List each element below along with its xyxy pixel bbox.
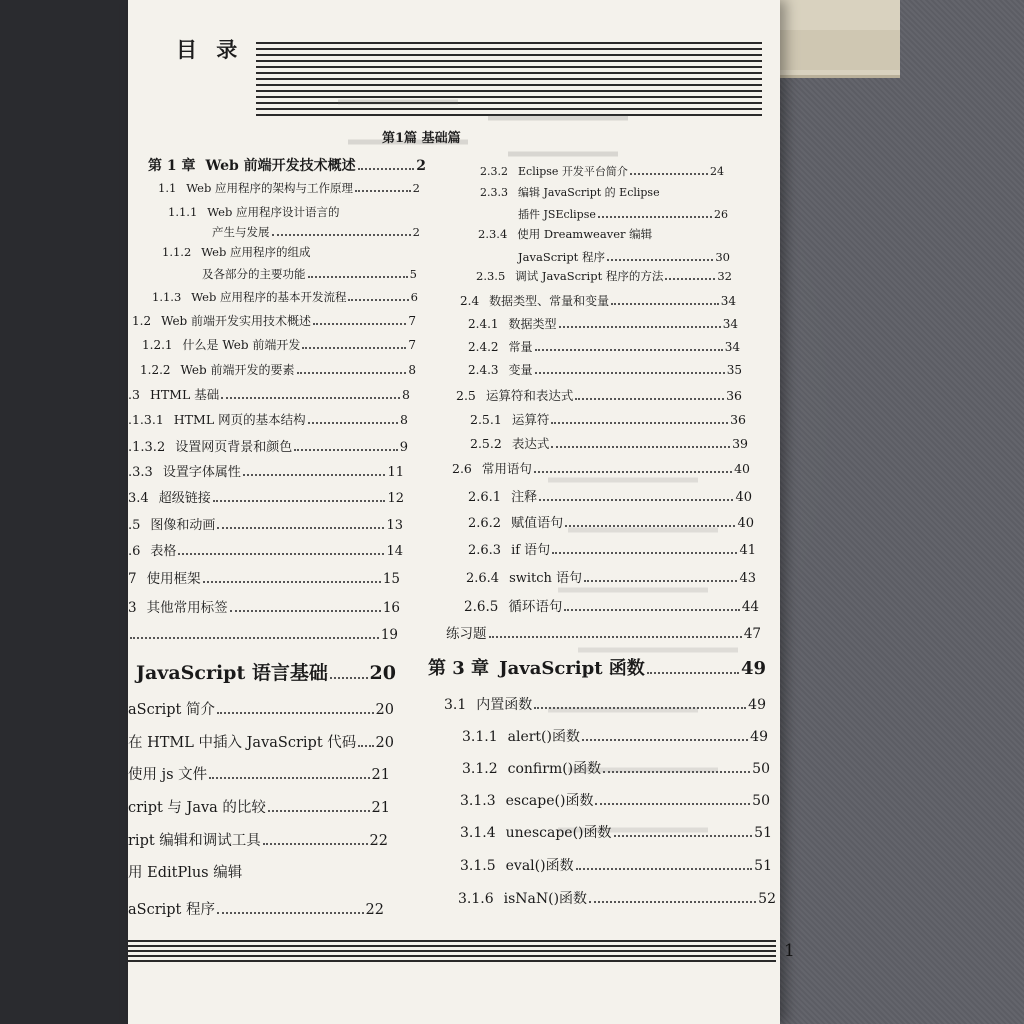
leader-dots — [630, 173, 708, 175]
left-toc-entry — [128, 861, 278, 882]
section-title: Web 应用程序的架构与工作原理 — [186, 181, 354, 195]
leader-dots — [230, 610, 381, 612]
section-title: ript 编辑和调试工具 — [128, 833, 261, 849]
section-number: 1.1 — [158, 181, 177, 195]
page-ref: 15 — [382, 571, 400, 587]
page-ref: 8 — [400, 412, 408, 427]
section-title: 设置网页背景和颜色 — [175, 440, 293, 455]
page-ref: 26 — [714, 208, 728, 221]
section-number: 1.2.2 — [140, 363, 171, 377]
section-title: Web 应用程序的基本开发流程 — [191, 290, 347, 304]
section-number: 2.5.2 — [470, 436, 502, 451]
page-ref: 49 — [740, 658, 766, 679]
page-ref: 20 — [369, 662, 396, 684]
section-title: 使用 js 文件 — [128, 767, 208, 783]
leader-dots — [294, 449, 397, 451]
leader-dots — [313, 323, 406, 325]
section-title: 变量 — [508, 363, 533, 377]
section-title: confirm()函数 — [507, 761, 602, 777]
section-title: unescape()函数 — [505, 825, 612, 841]
section-number: 7 — [128, 571, 137, 587]
section-title: aScript 程序 — [128, 902, 215, 918]
page-ref: 51 — [754, 858, 772, 874]
right-toc-entry — [466, 567, 756, 586]
page-ref: 30 — [715, 250, 730, 264]
page-ref: 8 — [408, 363, 416, 377]
section-title: 表格 — [150, 544, 177, 559]
page-ref: 9 — [399, 440, 408, 455]
section-number: 2.6 — [452, 461, 472, 476]
page-ref: 19 — [380, 627, 398, 643]
section-number: 3.1.2 — [462, 761, 498, 777]
section-title: 使用框架 — [146, 571, 201, 587]
leader-dots — [535, 372, 725, 374]
section-number: .5 — [128, 518, 141, 533]
leader-dots — [213, 500, 386, 502]
right-toc-entry — [460, 855, 772, 875]
section-title: Web 前端开发实用技术概述 — [161, 314, 312, 328]
section-number: 1.1.3 — [152, 290, 182, 304]
section-title: 编辑 JavaScript 的 Eclipse — [518, 186, 660, 199]
right-toc-entry — [456, 386, 742, 404]
right-toc-entry — [452, 459, 750, 477]
right-toc-entry — [462, 758, 770, 778]
section-number: 2.3.5 — [476, 269, 506, 283]
section-number: 1.1.1 — [168, 205, 198, 219]
section-title: alert()函数 — [507, 729, 580, 745]
section-title: 插件 JSEclipse — [518, 208, 596, 221]
leader-dots — [611, 303, 719, 305]
page-ref: 35 — [726, 363, 742, 377]
right-toc-entry — [470, 434, 748, 452]
leader-dots — [534, 471, 732, 473]
leader-dots — [539, 499, 733, 501]
leader-dots — [358, 745, 373, 747]
leader-dots — [551, 422, 728, 424]
leader-dots — [308, 422, 398, 424]
page-ref: 2 — [416, 158, 426, 174]
section-number: 3.1.6 — [458, 891, 494, 907]
section-title: 使用 Dreamweaver 编辑 — [517, 227, 653, 241]
leader-dots — [589, 901, 756, 903]
section-title: cript 与 Java 的比较 — [128, 800, 266, 816]
leader-dots — [178, 553, 384, 555]
left-toc-entry — [140, 361, 416, 378]
leader-dots — [534, 707, 746, 709]
page-ref: 13 — [386, 518, 403, 533]
page-ref: 7 — [408, 338, 416, 352]
section-title: 赋值语句 — [511, 516, 564, 531]
section-number: 2.6.4 — [466, 571, 500, 586]
leader-dots — [565, 525, 735, 527]
page-ref: 20 — [375, 735, 394, 751]
leader-dots — [576, 868, 753, 870]
right-toc-entry — [446, 622, 761, 642]
section-number: 3 — [128, 600, 137, 616]
left-toc-entry — [128, 763, 390, 784]
page-number: 1 — [784, 941, 795, 961]
left-toc-entry — [142, 336, 416, 353]
section-title: Web 应用程序的组成 — [201, 245, 311, 259]
section-number: 3.1.3 — [460, 793, 496, 809]
page-ref: 22 — [369, 833, 388, 849]
left-toc-entry — [128, 385, 410, 403]
page-ref: 34 — [724, 340, 740, 354]
right-toc-entry — [464, 595, 759, 615]
left-toc-entry — [148, 155, 426, 175]
section-title: JavaScript 程序 — [518, 250, 605, 264]
section-number: 3.1.1 — [462, 729, 498, 745]
section-title: 用 EditPlus 编辑 — [128, 865, 243, 881]
section-title: 内置函数 — [476, 697, 533, 713]
left-toc-entry — [128, 436, 408, 455]
left-toc-entry — [128, 731, 394, 752]
page-ref: 7 — [408, 314, 416, 328]
book-page — [128, 0, 795, 1024]
section-title: 其他常用标签 — [146, 600, 228, 616]
page-ref: 40 — [734, 461, 750, 476]
section-title: 运算符和表达式 — [485, 388, 574, 403]
leader-dots — [308, 276, 408, 278]
section-title: 超级链接 — [158, 491, 211, 506]
section-title: escape()函数 — [505, 793, 594, 809]
section-number: 第 1 章 — [148, 158, 196, 174]
leader-dots — [203, 581, 381, 583]
page-ref: 44 — [741, 599, 759, 615]
right-toc-entry — [476, 268, 732, 284]
section-number: .3.3 — [128, 465, 153, 480]
left-toc-entry — [128, 596, 400, 616]
section-number: .6 — [128, 544, 141, 559]
section-number: 第 3 章 — [428, 658, 490, 679]
page-ref: 41 — [739, 543, 756, 558]
leader-dots — [355, 190, 411, 192]
page-ref: 49 — [748, 697, 766, 713]
leader-dots — [551, 446, 730, 448]
leader-dots — [564, 609, 739, 611]
leader-dots — [665, 278, 715, 280]
leader-dots — [603, 771, 750, 773]
page-ref: 8 — [402, 387, 410, 402]
leader-dots — [595, 803, 750, 805]
section-number: 2.4.1 — [468, 317, 499, 331]
left-toc-entry — [128, 898, 384, 919]
section-title: 练习题 — [446, 626, 487, 642]
section-title: 什么是 Web 前端开发 — [182, 338, 301, 352]
right-toc-entry — [468, 361, 742, 378]
right-toc-entry — [468, 338, 740, 355]
section-title: aScript 简介 — [128, 702, 215, 718]
page-ref: 2 — [412, 181, 420, 195]
page-ref: 2 — [412, 225, 420, 239]
left-toc-entry — [128, 698, 394, 719]
leader-dots — [272, 234, 411, 236]
section-number: 2.6.1 — [468, 490, 502, 505]
section-title: Eclipse 开发平台简介 — [518, 165, 628, 178]
section-number: 1.2.1 — [142, 338, 173, 352]
leader-dots — [221, 397, 400, 399]
right-toc-entry — [468, 315, 738, 332]
section-title: Web 前端开发技术概述 — [205, 158, 356, 174]
page-ref: 51 — [754, 825, 772, 841]
leader-dots — [297, 372, 407, 374]
left-toc-entry — [128, 410, 408, 428]
section-title: 常量 — [508, 340, 533, 354]
right-toc-entry — [468, 539, 756, 558]
left-toc-entry — [128, 461, 404, 480]
right-toc-entry — [460, 822, 772, 842]
section-number: 3.1.4 — [460, 825, 496, 841]
section-title: Web 前端开发的要素 — [180, 363, 295, 377]
page-ref: 16 — [382, 600, 400, 616]
left-toc-entry — [212, 224, 420, 240]
section-title: isNaN()函数 — [503, 891, 588, 907]
page-ref: 21 — [371, 800, 390, 816]
right-toc-entry — [462, 726, 768, 746]
right-toc-entry — [480, 184, 690, 200]
section-number: 2.5.1 — [470, 412, 502, 427]
left-toc-entry — [152, 289, 418, 305]
section-number: .1.3.2 — [128, 440, 166, 455]
left-toc-entry — [128, 514, 403, 533]
leader-dots — [358, 168, 415, 170]
right-toc-entry — [478, 226, 688, 242]
left-toc-entry — [128, 627, 398, 643]
right-toc-entry — [460, 292, 736, 309]
section-number: 3.4 — [128, 491, 149, 506]
right-toc-entry — [444, 694, 766, 714]
section-title: JavaScript 语言基础 — [136, 662, 328, 684]
left-toc-entry — [202, 266, 417, 282]
section-title: 产生与发展 — [212, 225, 270, 239]
section-number: 2.6.3 — [468, 543, 502, 558]
leader-dots — [209, 777, 369, 779]
leader-dots — [348, 299, 408, 301]
page-ref: 6 — [410, 290, 418, 304]
section-title: HTML 网页的基本结构 — [173, 412, 306, 427]
page-ref: 11 — [387, 465, 404, 480]
footer-rules — [128, 940, 776, 962]
left-toc-entry — [132, 312, 416, 329]
section-number: .3 — [128, 387, 140, 402]
section-title: eval()函数 — [505, 858, 574, 874]
page-ref: 49 — [750, 729, 768, 745]
left-toc-entry — [158, 180, 420, 196]
page-ref: 32 — [717, 269, 732, 283]
left-toc-entry — [128, 487, 404, 506]
right-toc-entry — [468, 486, 752, 505]
section-title: Web 应用程序设计语言的 — [207, 205, 340, 219]
section-title: 图像和动画 — [150, 518, 216, 533]
section-number: 2.6.5 — [464, 599, 499, 615]
section-title: HTML 基础 — [149, 387, 220, 402]
page-ref: 14 — [386, 544, 403, 559]
leader-dots — [607, 259, 713, 261]
section-number: 2.6.2 — [468, 516, 502, 531]
leader-dots — [130, 637, 379, 639]
leader-dots — [489, 636, 742, 638]
section-number: 2.4.3 — [468, 363, 499, 377]
page-ref: 34 — [720, 294, 736, 308]
leader-dots — [552, 552, 737, 554]
section-number: 2.3.4 — [478, 227, 508, 241]
section-number: 2.3.2 — [480, 165, 508, 178]
left-toc-entry — [162, 244, 362, 260]
page-ref: 40 — [737, 516, 754, 531]
page-ref: 40 — [735, 490, 752, 505]
leader-dots — [559, 326, 721, 328]
section-number: 2.5 — [456, 388, 476, 403]
leader-dots — [217, 912, 364, 914]
section-number: 1.1.2 — [162, 245, 192, 259]
section-title: if 语句 — [511, 543, 551, 558]
section-title: 数据类型、常量和变量 — [489, 294, 610, 308]
section-title: 及各部分的主要功能 — [202, 267, 306, 281]
section-title: 注释 — [511, 490, 538, 505]
left-toc-entry — [128, 796, 390, 817]
page-ref: 5 — [409, 267, 417, 281]
section-title: JavaScript 函数 — [499, 658, 645, 679]
page-ref: 21 — [371, 767, 390, 783]
page-ref: 50 — [752, 793, 770, 809]
section-title: 循环语句 — [508, 599, 563, 615]
section-title: 调试 JavaScript 程序的方法 — [515, 269, 664, 283]
page-ref: 36 — [726, 388, 742, 403]
left-toc-entry — [136, 658, 396, 685]
section-title: 运算符 — [511, 412, 550, 427]
leader-dots — [575, 398, 724, 400]
page-ref: 43 — [739, 571, 756, 586]
section-title: 设置字体属性 — [162, 465, 241, 480]
page-ref: 20 — [375, 702, 394, 718]
leader-dots — [217, 527, 384, 529]
left-shadow — [0, 0, 130, 1024]
leader-dots — [330, 677, 368, 679]
left-toc-entry — [168, 204, 398, 220]
page-ref: 22 — [365, 902, 384, 918]
leader-dots — [243, 474, 386, 476]
section-title: 在 HTML 中插入 JavaScript 代码 — [128, 735, 357, 751]
page-ref: 50 — [752, 761, 770, 777]
leader-dots — [582, 739, 748, 741]
leader-dots — [217, 712, 374, 714]
leader-dots — [268, 810, 370, 812]
page-ref: 12 — [387, 491, 404, 506]
page-ref: 39 — [732, 436, 748, 451]
section-number: 1.2 — [132, 314, 152, 328]
leader-dots — [647, 672, 739, 674]
leader-dots — [302, 347, 406, 349]
page-ref: 52 — [758, 891, 776, 907]
section-number: 2.3.3 — [480, 186, 508, 199]
page-ref: 34 — [722, 317, 738, 331]
right-toc-entry — [460, 790, 770, 810]
leader-dots — [598, 216, 712, 218]
section-number: 2.4.2 — [468, 340, 499, 354]
section-number: .1.3.1 — [128, 412, 164, 427]
section-number: 2.4 — [460, 294, 480, 308]
leader-dots — [535, 349, 723, 351]
section-title: 数据类型 — [508, 317, 557, 331]
right-toc-entry — [458, 888, 776, 908]
right-toc-entry — [470, 410, 746, 428]
leader-dots — [263, 843, 368, 845]
section-title: 表达式 — [511, 436, 550, 451]
section-title: switch 语句 — [509, 571, 583, 586]
left-toc-entry — [128, 540, 403, 559]
leader-dots — [614, 835, 753, 837]
right-toc-entry — [428, 654, 766, 680]
page-ref: 36 — [730, 412, 746, 427]
right-toc-entry — [518, 249, 730, 265]
section-number: 3.1 — [444, 697, 467, 713]
section-number: 3.1.5 — [460, 858, 496, 874]
section-title: 常用语句 — [481, 461, 532, 476]
leader-dots — [584, 580, 737, 582]
right-toc-entry — [518, 206, 728, 222]
page-ref: 47 — [743, 626, 761, 642]
right-toc-entry — [480, 163, 724, 179]
left-toc-entry — [128, 567, 400, 587]
part-heading: 第1篇 基础篇 — [382, 131, 461, 146]
right-toc-entry — [468, 512, 754, 531]
page-ref: 24 — [710, 165, 724, 178]
left-toc-entry — [128, 829, 388, 850]
page-title: 目 录 — [176, 38, 244, 62]
